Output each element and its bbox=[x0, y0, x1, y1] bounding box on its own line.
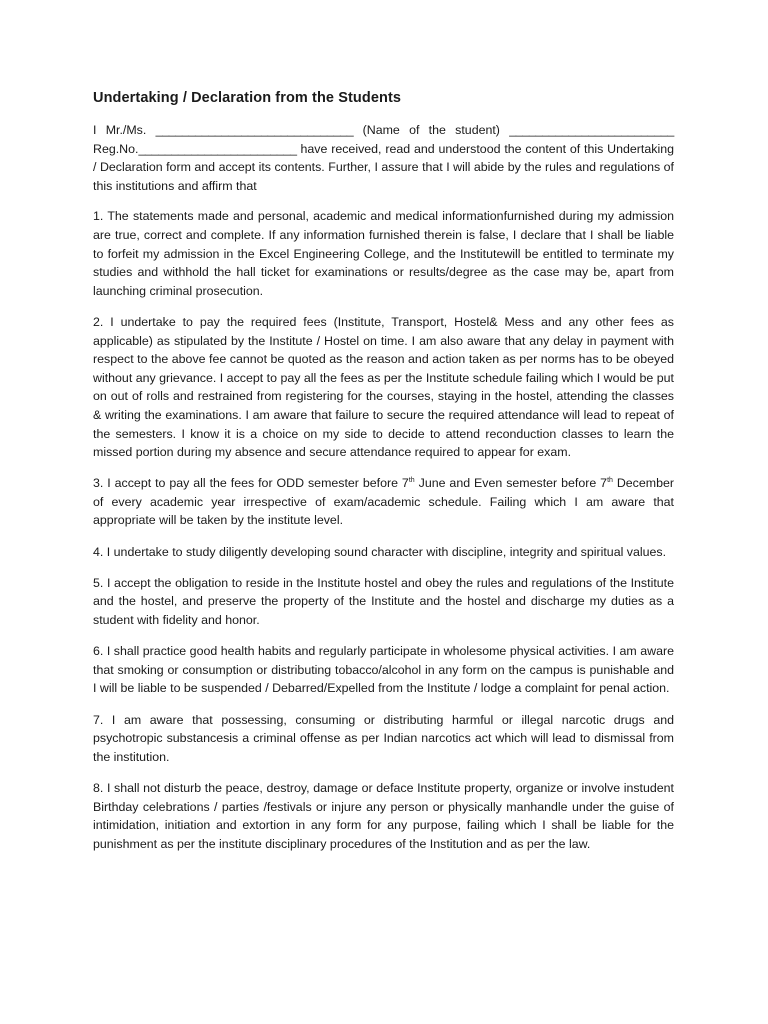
student-name-blank: ______________________________ bbox=[155, 123, 354, 137]
clause-5: 5. I accept the obligation to reside in the Institute hostel and obey the rules and regulations of the Institute and the hostel, and preserve the property of the Institute and the hostel and discharge my duties as a student with fidelity and honor. bbox=[93, 575, 674, 628]
intro-text-1: I Mr./Ms. bbox=[93, 123, 147, 137]
intro-paragraph bbox=[93, 121, 674, 195]
intro-text-3: Reg.No. bbox=[93, 141, 139, 156]
clause-3-sup-1: th bbox=[408, 477, 415, 485]
clause-2: 2. I undertake to pay the required fees (Institute, Transport, Hostel& Mess and any other fees as applicable) as stipulated by the Institute / Hostel on time. I am also aware that any delay in payment with respect to the above fee cannot be quoted as the reason and action taken as per norms has to be obeyed without any grievance. I accept to pay all the fees as per the Institute schedule failing which I would be put on out of rolls and restrained from registering for the courses, staying in the hostel, attending the classes & writing the examinations. I am aware that failure to secure the required attendance will lead to repeat of the semesters. I know it is a choice on my side to decide to attend reconduction classes to learn the missed portion during my absence and secure attendance required to appear for exam. bbox=[93, 314, 674, 460]
clause-3-sup-2: th bbox=[607, 477, 613, 485]
document-title: Undertaking / Declaration from the Students bbox=[93, 90, 402, 106]
name-blank-2: _________________________ bbox=[509, 123, 674, 137]
intro-text-2: (Name of the student) bbox=[362, 123, 500, 137]
clause-6: 6. I shall practice good health habits and regularly participate in wholesome physical activities. I am aware that smoking or consumption or distributing tobacco/alcohol in any form on the campus is punishable and I will be liable to be suspended / Debarred/Expelled from the Institute / lodge a complaint for penal action. bbox=[93, 644, 674, 696]
clause-3-text-2: June and Even semester before 7 bbox=[414, 476, 608, 491]
clause-3 bbox=[93, 474, 674, 530]
clause-7: 7. I am aware that possessing, consuming or distributing harmful or illegal narcotic drugs and psychotropic substancesis a criminal offense as per Indian narcotics act which will lead to dismissal from the institution. bbox=[93, 712, 674, 764]
clause-4: 4. I undertake to study diligently developing sound character with discipline, integrity and spiritual values. bbox=[93, 544, 667, 559]
clause-3-text-3: December of every academic year irrespective of exam/academic schedule. Failing which I am aware that appropriate will be taken by the institute level. bbox=[93, 476, 674, 528]
intro-text-4: have received, read and understood the content of this Undertaking / Declaration form and accept its contents. Further, I assure that I will abide by the rules and regulations of this institutions and affirm that bbox=[93, 141, 674, 193]
clause-1: 1. The statements made and personal, academic and medical informationfurnished during my admission are true, correct and complete. If any information furnished therein is false, I declare that I shall be liable to forfeit my admission in the Excel Engineering College, and the Institutewill be entitled to terminate my studies and withhold the hall ticket for examinations or results/degree as the case may be, apart from launching criminal prosecution. bbox=[93, 209, 674, 298]
clause-3-text-1: 3. I accept to pay all the fees for ODD semester before 7 bbox=[93, 476, 409, 491]
reg-no-blank: ________________________ bbox=[138, 141, 297, 156]
clause-8: 8. I shall not disturb the peace, destroy, damage or deface Institute property, organize or involve instudent Birthday celebrations / parties /festivals or injure any person or physically manhandle under the guise of intimidation, initiation and extortion in any form for any purpose, failing which I shall be liable for the punishment as per the institute disciplinary procedures of the Institution and as per the law. bbox=[93, 780, 674, 851]
